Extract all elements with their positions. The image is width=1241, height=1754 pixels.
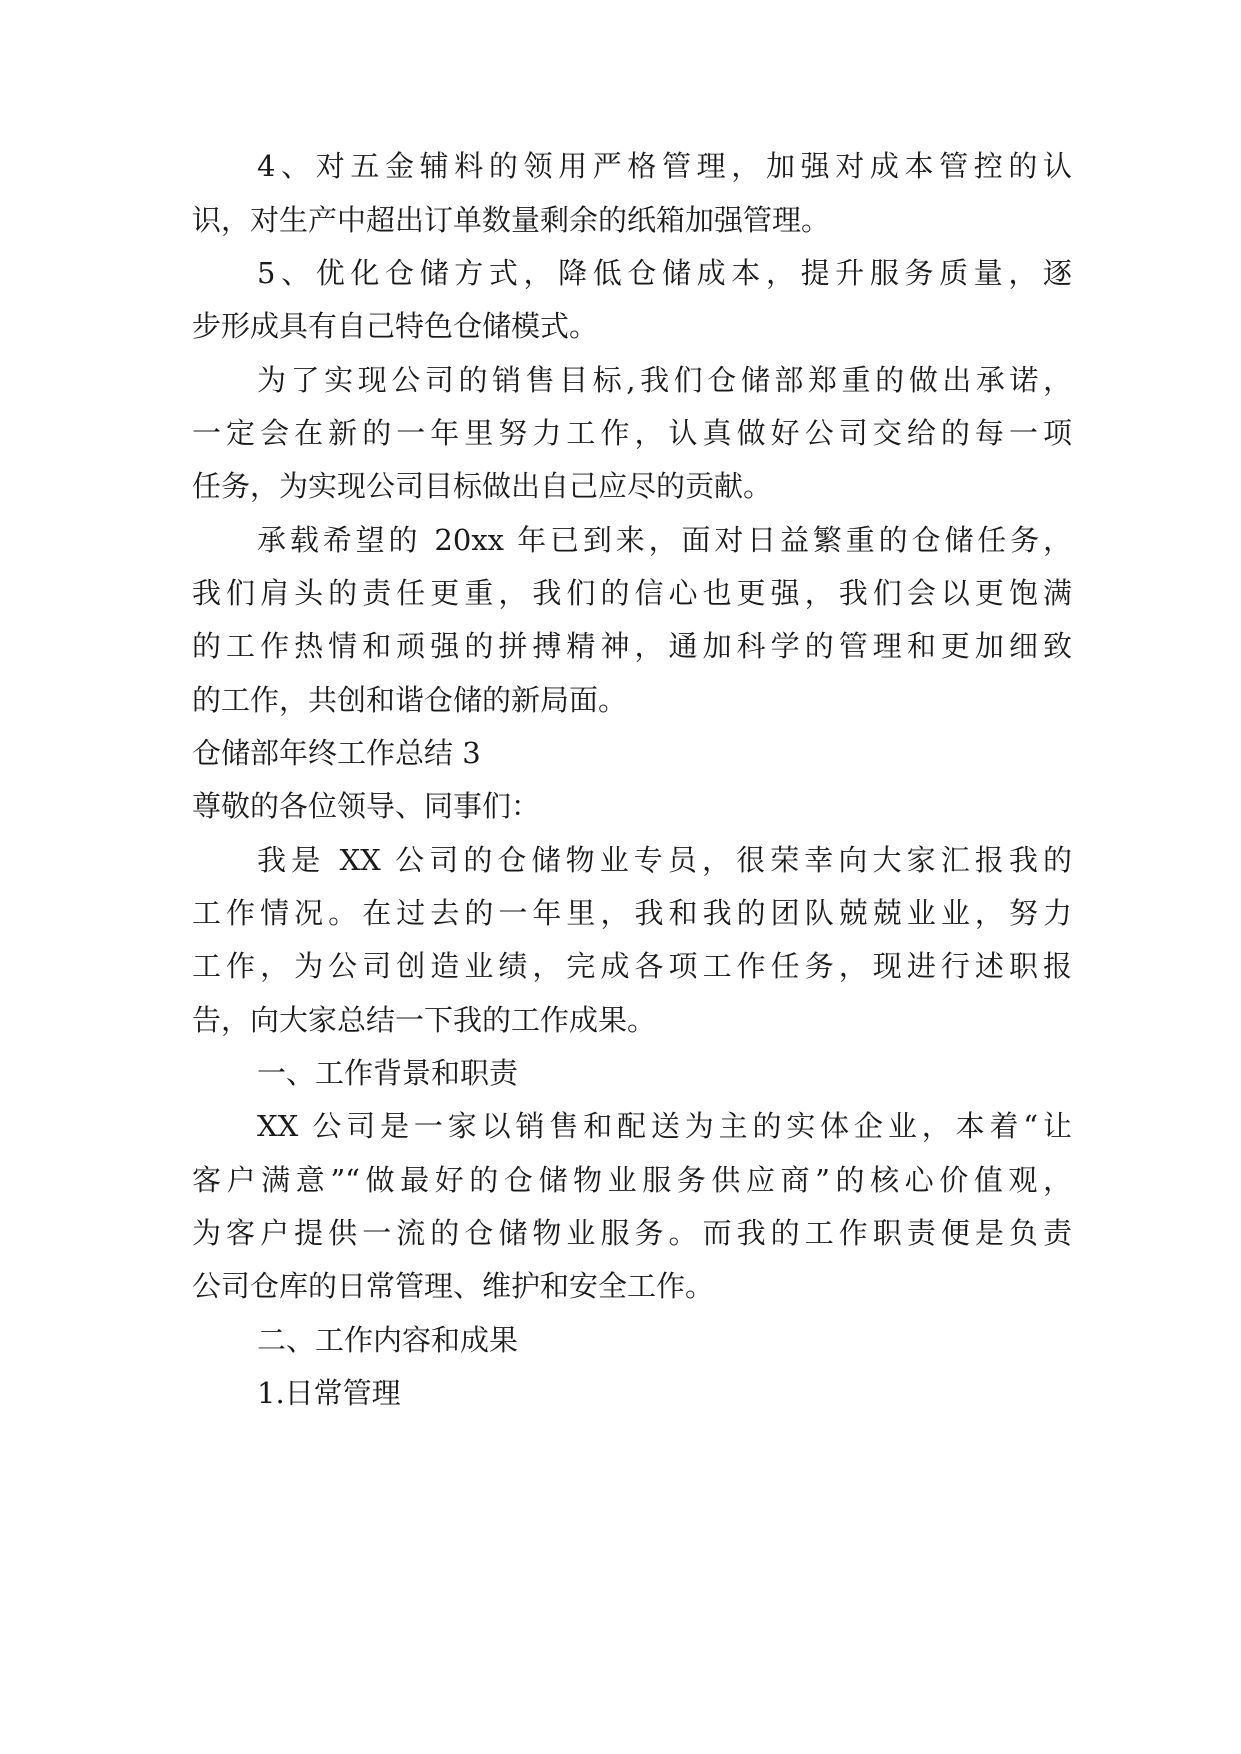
section-heading: 仓储部年终工作总结 3: [192, 736, 481, 770]
paragraph-line: 的工作热情和顽强的拼搏精神，通加科学的管理和更加细致: [192, 629, 1072, 663]
paragraph-line: 为客户提供一流的仓储物业服务。而我的工作职责便是负责: [192, 1216, 1072, 1250]
paragraph-line: 任务，为实现公司目标做出自己应尽的贡献。: [192, 469, 773, 503]
paragraph-line: 工作，为公司创造业绩，完成各项工作任务，现进行述职报: [192, 949, 1072, 983]
paragraph-line: 公司仓库的日常管理、维护和安全工作。: [192, 1269, 715, 1303]
paragraph-line: 我们肩头的责任更重，我们的信心也更强，我们会以更饱满: [192, 576, 1072, 610]
paragraph-line: 步形成具有自己特色仓储模式。: [192, 309, 599, 343]
paragraph-line: 客户满意”“做最好的仓储物业服务供应商”的核心价值观，: [192, 1163, 1072, 1197]
list-item-heading: 1.日常管理: [257, 1376, 401, 1410]
paragraph-line: 5、优化仓储方式，降低仓储成本，提升服务质量，逐: [257, 256, 1072, 290]
subsection-heading: 一、工作背景和职责: [257, 1056, 519, 1090]
paragraph-line: 的工作，共创和谐仓储的新局面。: [192, 683, 628, 717]
paragraph-line: XX 公司是一家以销售和配送为主的实体企业，本着“让: [257, 1109, 1072, 1143]
salutation: 尊敬的各位领导、同事们：: [192, 789, 541, 823]
subsection-heading: 二、工作内容和成果: [257, 1323, 519, 1357]
paragraph-line: 工作情况。在过去的一年里，我和我的团队兢兢业业，努力: [192, 896, 1072, 930]
paragraph-line: 为了实现公司的销售目标,我们仓储部郑重的做出承诺，: [257, 363, 1072, 397]
paragraph-line: 识，对生产中超出订单数量剩余的纸箱加强管理。: [192, 203, 831, 237]
paragraph-line: 告，向大家总结一下我的工作成果。: [192, 1003, 657, 1037]
paragraph-line: 4、对五金辅料的领用严格管理，加强对成本管控的认: [257, 149, 1072, 183]
paragraph-line: 一定会在新的一年里努力工作，认真做好公司交给的每一项: [192, 416, 1072, 450]
paragraph-line: 承载希望的 20xx 年已到来，面对日益繁重的仓储任务，: [257, 523, 1072, 557]
paragraph-line: 我是 XX 公司的仓储物业专员，很荣幸向大家汇报我的: [257, 843, 1072, 877]
